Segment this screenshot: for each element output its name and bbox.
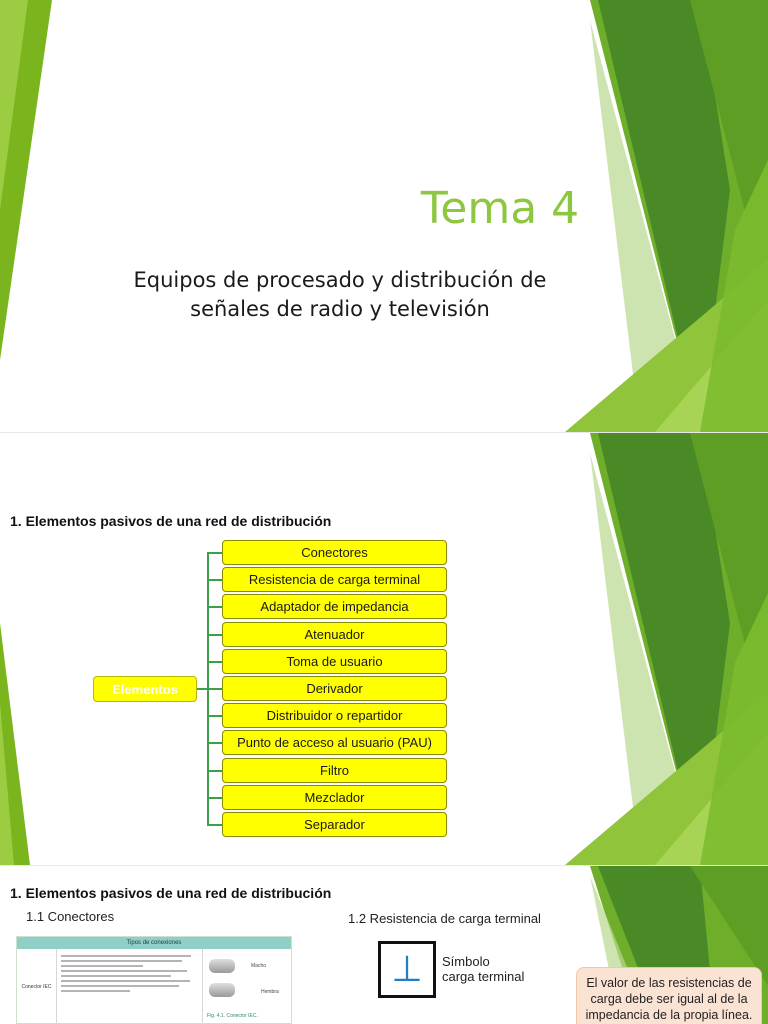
subsection-conectores: 1.1 Conectores [26, 909, 115, 924]
table-description [57, 949, 203, 1024]
element-box: Atenuador [222, 622, 447, 647]
element-box: Resistencia de carga terminal [222, 567, 447, 592]
connector-branch [207, 688, 223, 690]
section-heading: 1. Elementos pasivos de una red de distribución [10, 885, 332, 901]
element-box: Adaptador de impedancia [222, 594, 447, 619]
slide-title: Tema 4 [420, 183, 580, 234]
element-box: Conectores [222, 540, 447, 565]
element-box: Distribuidor o repartidor [222, 703, 447, 728]
connector-figure [203, 949, 291, 1024]
connector-branch [207, 661, 223, 663]
table-title: Tipos de conexiones [17, 937, 291, 949]
section-heading: 1. Elementos pasivos de una red de distribución [10, 513, 332, 529]
element-box: Separador [222, 812, 447, 837]
load-symbol-box [378, 941, 436, 998]
connector-branch [207, 579, 223, 581]
slide-subtitle [100, 266, 580, 324]
connector-branch [207, 797, 223, 799]
connector-branch [207, 742, 223, 744]
element-box: Punto de acceso al usuario (PAU) [222, 730, 447, 755]
connectors-slide [0, 866, 768, 1024]
symbol-label-line2: carga terminal [442, 969, 525, 984]
element-box: Mezclador [222, 785, 447, 810]
connector-branch [207, 824, 223, 826]
element-box: Derivador [222, 676, 447, 701]
male-plug-icon [209, 959, 235, 973]
connector-branch [207, 770, 223, 772]
table-row-label: Conector IEC [17, 949, 57, 1024]
root-elementos: Elementos [93, 676, 197, 702]
symbol-label [442, 954, 524, 984]
subtitle-line-1: Equipos de procesado y distribución de [133, 268, 547, 292]
elements-slide [0, 433, 768, 865]
element-box: Toma de usuario [222, 649, 447, 674]
connector-table-image [16, 936, 292, 1024]
element-box: Filtro [222, 758, 447, 783]
female-label: Hembra [261, 989, 279, 995]
symbol-label-line1: Símbolo [442, 954, 490, 969]
connector-branch [207, 606, 223, 608]
connector-branch [207, 552, 223, 554]
title-slide [0, 0, 768, 432]
connector-branch [207, 634, 223, 636]
note-box: El valor de las resistencias de carga debe ser igual al de la impedancia de la propia línea. [576, 967, 762, 1024]
male-label: Macho [251, 963, 267, 969]
subtitle-line-2: señales de radio y televisión [190, 297, 490, 321]
female-plug-icon [209, 983, 235, 997]
ground-symbol-icon: ⊥ [391, 948, 423, 990]
subsection-resistencia: 1.2 Resistencia de carga terminal [348, 911, 541, 926]
connector-branch [207, 715, 223, 717]
figure-caption: Fig. 4.1. Conector IEC. [207, 1013, 258, 1019]
